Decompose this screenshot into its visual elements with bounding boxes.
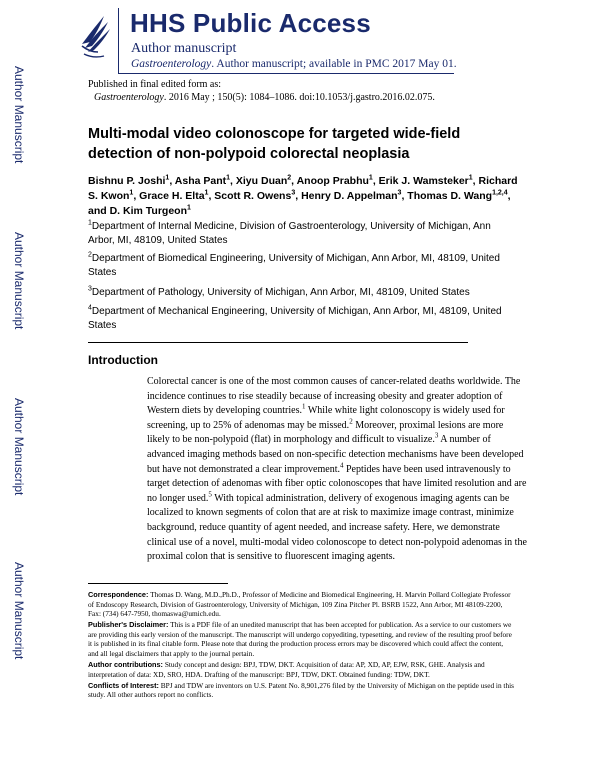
author-name: D. Kim Turgeon (109, 205, 187, 217)
author-affiliation-sup: 1 (468, 174, 473, 182)
introduction-text: Moreover, proximal lesions are more likely to be non-polypoid (flat) in morphology and difficult to visualize. (147, 419, 504, 446)
published-info (88, 78, 435, 104)
affiliation (88, 286, 518, 300)
sidebar-author-manuscript-label: Author Manuscript (12, 562, 26, 660)
author-name: Asha Pant (174, 175, 227, 187)
affiliation-text: Department of Internal Medicine, Division of Gastroenterology, University of Michigan, Ann Arbor, MI, 48109, United States (88, 221, 491, 246)
citation-ref: 1 (302, 402, 306, 411)
correspondence-label: Correspondence: (88, 590, 149, 599)
author-affiliation-sup: 1 (368, 174, 373, 182)
affiliation-text: Department of Mechanical Engineering, University of Michigan, Ann Arbor, MI, 48109, United States (88, 306, 502, 331)
introduction-text: Colorectal cancer is one of the most common causes of cancer-related deaths worldwide. The incidence continues to rise steadily because of increasing obesity and greater adoption of Western diets by developing countries. (147, 376, 521, 417)
affiliation-number: 3 (88, 285, 92, 293)
header-rule (118, 73, 454, 74)
sidebar-author-manuscript-label: Author Manuscript (12, 232, 26, 330)
conflicts-label: Conflicts of Interest: (88, 680, 159, 690)
author-name: Scott R. Owens (214, 190, 292, 202)
introduction-text: A number of advanced imaging methods based on non-specific detection mechanisms have been developed but have not demonstrated a clear improvement. (147, 434, 524, 475)
introduction-body (147, 375, 527, 565)
article-title: Multi-modal video colonoscope for targeted wide-field detection of non-polypoid colorectal neoplasia (88, 126, 461, 162)
header-journal: Gastroenterology (131, 58, 212, 70)
citation-ref: 3 (434, 432, 439, 441)
author-name: Richard S. Kwon (88, 175, 518, 202)
correspondence-note (88, 590, 514, 619)
published-journal: Gastroenterology (94, 92, 164, 103)
header-citation (131, 58, 457, 70)
contributions-note (88, 660, 514, 679)
author-affiliation-sup: 1 (226, 174, 231, 182)
affiliation-number: 4 (88, 304, 92, 312)
author-affiliation-sup: 1,2,4 (492, 189, 508, 197)
author-affiliation-sup: 1 (204, 189, 209, 197)
author-name: Anoop Prabhu (296, 175, 369, 187)
author-affiliation-sup: 3 (397, 189, 402, 197)
author-affiliation-sup: 1 (186, 204, 191, 212)
affiliation-number: 1 (88, 219, 92, 227)
conflicts-text: BPJ and TDW are inventors on U.S. Patent No. 8,901,276 filed by the University of Michigan on the peptide used in this study. All other authors report no conflicts. (88, 680, 514, 700)
citation-ref: 4 (340, 461, 344, 470)
author-affiliation-sup: 3 (291, 189, 296, 197)
footnote-rule (88, 583, 228, 584)
author-name: Henry D. Appelman (301, 190, 398, 202)
affiliation-number: 2 (88, 251, 92, 259)
author-name: Grace H. Elta (139, 190, 205, 202)
correspondence-text: Thomas D. Wang, M.D.,Ph.D., Professor of Medicine and Biomedical Engineering, H. Marvin Pollard Collegiate Professor of Endoscopy Research, Division of Gastroenterology, University of Michigan, 109 Zina Pitcher Pl. BSRB 1522, Ann Arbor, MI 48109-2200, Fax: (734) 647-7950, thomaswa@umich.edu. (88, 590, 511, 619)
section-rule (88, 342, 468, 343)
contributions-label: Author contributions: (88, 660, 163, 670)
header-citation-text: . Author manuscript; available in PMC 2017 May 01. (211, 58, 457, 70)
author-affiliation-sup: 1 (165, 174, 170, 182)
author-list: Bishnu P. Joshi$^1$, Asha Pant$^1$, Xiyu Duan$^2$, Anoop Prabhu$^1$, Erik J. Wamsteker$^1$, Richard S. Kwon$^1$, Grace H. Elta$^1$, Scott R. Owens$^3$, Henry D. Appelman$^3$, Thomas D. Wang$^{1,2,4}$, and D. Kim Turgeon$^1$ (88, 174, 518, 217)
introduction-text: While white light colonoscopy is widely used for screening, up to 25% of adenomas may be missed. (147, 405, 505, 431)
affiliation (88, 252, 518, 280)
affiliation (88, 305, 518, 333)
author-affiliation-sup: 2 (287, 174, 292, 182)
author-affiliation-sup: 1 (129, 189, 134, 197)
disclaimer-label: Publisher's Disclaimer: (88, 620, 169, 630)
sidebar-author-manuscript-label: Author Manuscript (12, 398, 26, 496)
affiliation-text: Department of Pathology, University of Michigan, Ann Arbor, MI, 48109, United States (91, 287, 470, 298)
citation-ref: 5 (208, 490, 212, 499)
disclaimer-text: This is a PDF file of an unedited manuscript that has been accepted for publication. As a service to our customers we are providing this early version of the manuscript. The manuscript will undergo copyediting, typesetting, and review of the resulting proof before it is published in its final citable form. Please note that during the production process errors may be discovered which could affect the content, and all legal disclaimers that apply to the journal pertain. (88, 620, 512, 659)
author-name: Xiyu Duan (235, 175, 288, 187)
hhs-public-access-title: HHS Public Access (130, 8, 371, 38)
author-name: Bishnu P. Joshi (88, 175, 166, 187)
introduction-text: Peptides have been used intravenously to target detection of adenomas with fiber optic colonoscopes that have limited resolution and are no longer used. (147, 463, 527, 504)
header-divider (118, 8, 119, 74)
published-citation: . 2016 May ; 150(5): 1084–1086. doi:10.1053/j.gastro.2016.02.075. (163, 92, 435, 103)
citation-ref: 2 (349, 417, 353, 426)
affiliation (88, 220, 518, 248)
disclaimer-note (88, 620, 514, 658)
author-name: Erik J. Wamsteker (378, 175, 469, 187)
hhs-eagle-logo-icon (78, 6, 112, 64)
affiliation-text: Department of Biomedical Engineering, University of Michigan, Ann Arbor, MI, 48109, United States (88, 253, 500, 278)
introduction-text: With topical administration, delivery of exogenous imaging agents can be localized to known segments of colon that are at risk to maximize image contrast, minimize background, reduce quantity of agent needed, and increase safety. Here, we demonstrate clinical use of a novel, multi-modal video colonoscope to detect non-polypoid adenomas in the proximal colon that is sensitive to fluorescent imaging agents. (147, 492, 527, 563)
contributions-text: Study concept and design: BPJ, TDW, DKT. Acquisition of data: AP, XD, AP, EJW, RSK, GHE. Analysis and interpretation of data: XD, SRO, HDA. Drafting of the manuscript: BPJ, TDW, DKT. Obtained funding: TDW, DKT. (88, 660, 485, 679)
sidebar-author-manuscript-label: Author Manuscript (12, 66, 26, 164)
author-manuscript-subtitle: Author manuscript (131, 41, 237, 56)
published-label: Published in final edited form as: (88, 79, 222, 90)
footnotes (88, 590, 514, 702)
conflicts-note (88, 681, 514, 700)
introduction-heading: Introduction (88, 353, 158, 367)
author-name: Thomas D. Wang (407, 190, 493, 202)
